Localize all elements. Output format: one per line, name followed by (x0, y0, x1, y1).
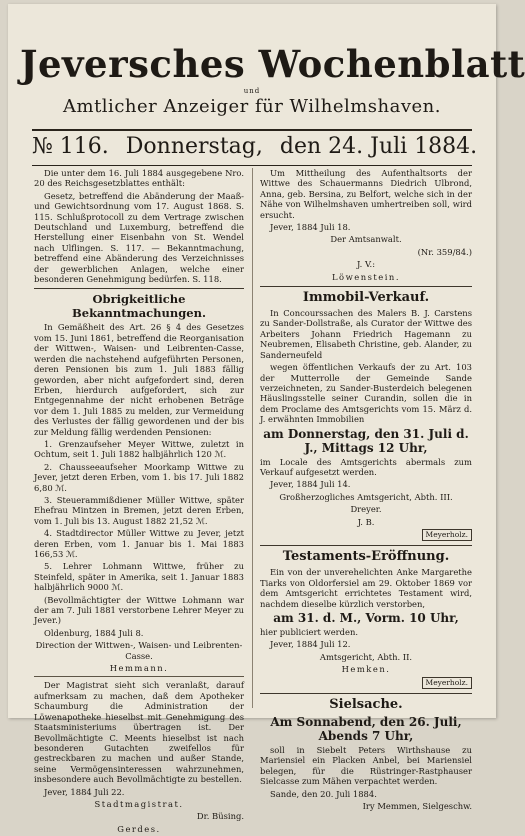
section-rule (34, 288, 244, 289)
masthead-subtitle: Amtlicher Anzeiger für Wilhelmshaven. (63, 96, 441, 117)
immobil-location: im Locale des Amtsgerichts abermals zum Verkauf aufgesetzt werden. (260, 456, 472, 477)
pension-item-5: 5. Lehrer Lohmann Wittwe, früher zu Steinfeld, später in Amerika, seit 1. Januar 1883 halbjährlich 9000 ℳ. (34, 561, 244, 593)
pension-signatory: Direction der Wittwen-, Waisen- und Leibrenten-Casse. (35, 640, 243, 661)
newspaper-page (8, 4, 525, 834)
section-rule (260, 545, 472, 546)
section-rule (260, 693, 472, 694)
testament-clerk (260, 677, 472, 689)
heading-sielsache: Sielsache. (329, 697, 403, 713)
testament-judge: Hemken. (341, 664, 391, 675)
pension-signature: Hemmann. (109, 663, 169, 674)
search-jv: J. V.: (356, 259, 376, 270)
issue-line (32, 129, 478, 166)
heading-official-notices: Obrigkeitliche Bekanntmachungen. (72, 292, 206, 321)
sielsache-signature: Iry Memmen, Sielgeschw. (362, 801, 472, 812)
column-divider (252, 168, 253, 708)
magistrate-signature: Dr. Büsing. (196, 811, 244, 822)
testament-date: am 31. d. M., Vorm. 10 Uhr, (273, 611, 459, 625)
issue-date: den 24. Juli 1884. (279, 134, 478, 159)
magistrate-date: Jever, 1884 Juli 22. (44, 786, 125, 797)
magistrate-authority: Stadtmagistrat. (94, 798, 184, 809)
immobil-court: Großherzogliches Amtsgericht, Abth. III. (279, 491, 453, 502)
section-rule (260, 286, 472, 287)
testament-body: Ein von der unverehelichten Anke Margarethe Tiarks von Oldorfersiel am 29. Oktober 1869 vor dem Amtsgericht errichtetes Testament wird, nachdem dieselbe kürzlich verstorben, (260, 567, 472, 609)
sielsache-issue-date: Sande, den 20. Juli 1884. (270, 788, 377, 799)
pension-notice: In Gemäßheit des Art. 26 § 4 des Gesetzes vom 15. Juni 1861, betreffend die Reorganisation der Wittwen-, Waisen- und Leibrenten-Casse, werden die nachstehend aufgeführten Personen, deren Pensionen bis zum 1. Juli 1883 fällig geworden, aber nicht aufgefordert sind, deren Erben, hierdurch aufgefordert, sich zur Entgegennahme der nicht erhobenen Beträge vor dem 1. Juli 1885 zu melden, zur Vermeidung des Verlustes der fällig gewordenen und der bis zur Meldung fällig werdenden Pensionen: (34, 322, 244, 437)
immobil-issue-date: Jever, 1884 Juli 14. (270, 479, 351, 490)
immobil-jb: J. B. (357, 516, 375, 527)
sielsache-body: soll in Siebelt Peters Wirthshause zu Mariensiel ein Placken Anbel, bei Mariensiel belegen, für die Rüstringer-Rastphauser Sielcasse zum Mähen verpachtet werden. (260, 745, 472, 787)
search-date-text: Jever, 1884 Juli 18. (270, 222, 351, 233)
sielsache-date: Am Sonnabend, den 26. Juli, Abends 7 Uhr, (270, 715, 462, 744)
issue-number: № 116. (32, 134, 109, 159)
magistrate-notice: Der Magistrat sieht sich veranlaßt, darauf aufmerksam zu machen, daß dem Apotheker Schaumburg die Administration der Löwenapotheke hieselbst mit Genehmigung des Staatsministeriums übertragen ist. Der Bevollmächtigte C. Meents hieselbst ist nach besonderen Gutachten zweifellos für gestreckbaren zu machen und außer Stande, seine Vermögensinteressen wahrzunehmen, insbesondere auch Bevollmächtigte zu bestellen. (34, 680, 244, 785)
immobil-body: wegen öffentlichen Verkaufs der zu Art. 103 der Mutterrolle der Gemeinde Sande verzeichneten, zu Sander-Busterdeich belegenen Häuslingsstelle seiner Curandin, sollen die in dem Proclame des Amtsgerichts vom 15. März d. J. erwähnten Immobilien (260, 362, 472, 425)
immobil-date: am Donnerstag, den 31. Juli d. J., Mittags 12 Uhr, (263, 426, 469, 455)
pension-item-2: 2. Chausseeaufseher Moorkamp Wittwe zu Jever, jetzt deren Erben, vom 1. bis 17. Juli 1882 6,80 ℳ. (34, 461, 244, 493)
pension-date: Oldenburg, 1884 Juli 8. (44, 627, 144, 638)
immobil-judge: Dreyer. (350, 504, 382, 515)
heading-testament: Testaments-Eröffnung. (282, 549, 450, 565)
pension-note: (Bevollmächtigter der Wittwe Lohmann war der am 7. Juli 1881 verstorbene Lehrer Meyer zu Jever.) (34, 594, 244, 626)
issue-weekday: Donnerstag, (125, 134, 263, 159)
testament-publish: hier publiciert werden. (260, 627, 359, 637)
testament-clerk-name: Meyerholz. (422, 677, 472, 689)
right-column (260, 168, 472, 813)
section-rule (34, 676, 244, 677)
reichsgesetzblatt-contents: Gesetz, betreffend die Abänderung der Maaß- und Gewichtsordnung vom 17. August 1868. S. 115. Schlußprotocoll zu dem Vertrage zwischen Deutschland und Luxemburg, betreffend die Herstellung einer Eisenbahn von St. Wendel nach Ulflingen. S. 117. — Bekanntmachung, betreffend eine Abänderung des Verzeichnisses der gewerblichen Anlagen, welche einer besonderen Genehmigung bedürfen. S. 118. (34, 190, 244, 285)
search-date (260, 222, 472, 232)
testament-court: Amtsgericht, Abth. II. (319, 651, 413, 662)
left-column (34, 168, 244, 836)
pension-item-1: 1. Grenzaufseher Meyer Wittwe, zuletzt in Ochtum, seit 1. Juli 1882 halbjährlich 120 ℳ. (34, 438, 244, 460)
masthead-title: Jeversches Wochenblatt (20, 42, 525, 86)
testament-issue-date: Jever, 1884 Juli 12. (270, 639, 351, 650)
heading-immobil-verkauf: Immobil-Verkauf. (302, 290, 430, 306)
magistrate-clerk: Gerdes. (117, 823, 161, 834)
reichsgesetzblatt-notice: Die unter dem 16. Juli 1884 ausgegebene Nro. 20 des Reichsgesetzblattes enthält: (34, 168, 244, 189)
masthead-und: und (243, 87, 261, 95)
search-notice: Um Mittheilung des Aufenthaltsorts der Wittwe des Schauermanns Diedrich Ulbrond, Anna, geb. Bersina, zu Belfort, welche sich in der Nähe von Wilhelmshaven umhertreiben soll, wird ersucht. (260, 168, 472, 220)
pension-item-3: 3. Steuerammißdiener Müller Wittwe, später Ehefrau Mintzen in Bremen, jetzt deren Erben, vom 1. Juli bis 13. August 1882 21,52 ℳ. (34, 494, 244, 526)
pension-item-4: 4. Stadtdirector Müller Wittwe zu Jever, jetzt deren Erben, vom 1. Januar bis 1. Mai 1883 166,53 ℳ. (34, 528, 244, 559)
immobil-clerk-name: Meyerholz. (422, 529, 472, 541)
search-signature: Löwenstein. (332, 271, 400, 282)
immobil-clerk (260, 529, 472, 541)
immobil-intro: In Concourssachen des Malers B. J. Carstens zu Sander-Dollstraße, als Curator der Wittwe des Arbeiters Johann Friedrich Hagemann zu Neubremen, Elisabeth Christine, geb. Alander, zu Sanderneufeld (260, 308, 472, 360)
search-ref: (Nr. 359/84.) (417, 246, 472, 257)
search-authority: Der Amtsanwalt. (330, 234, 402, 245)
